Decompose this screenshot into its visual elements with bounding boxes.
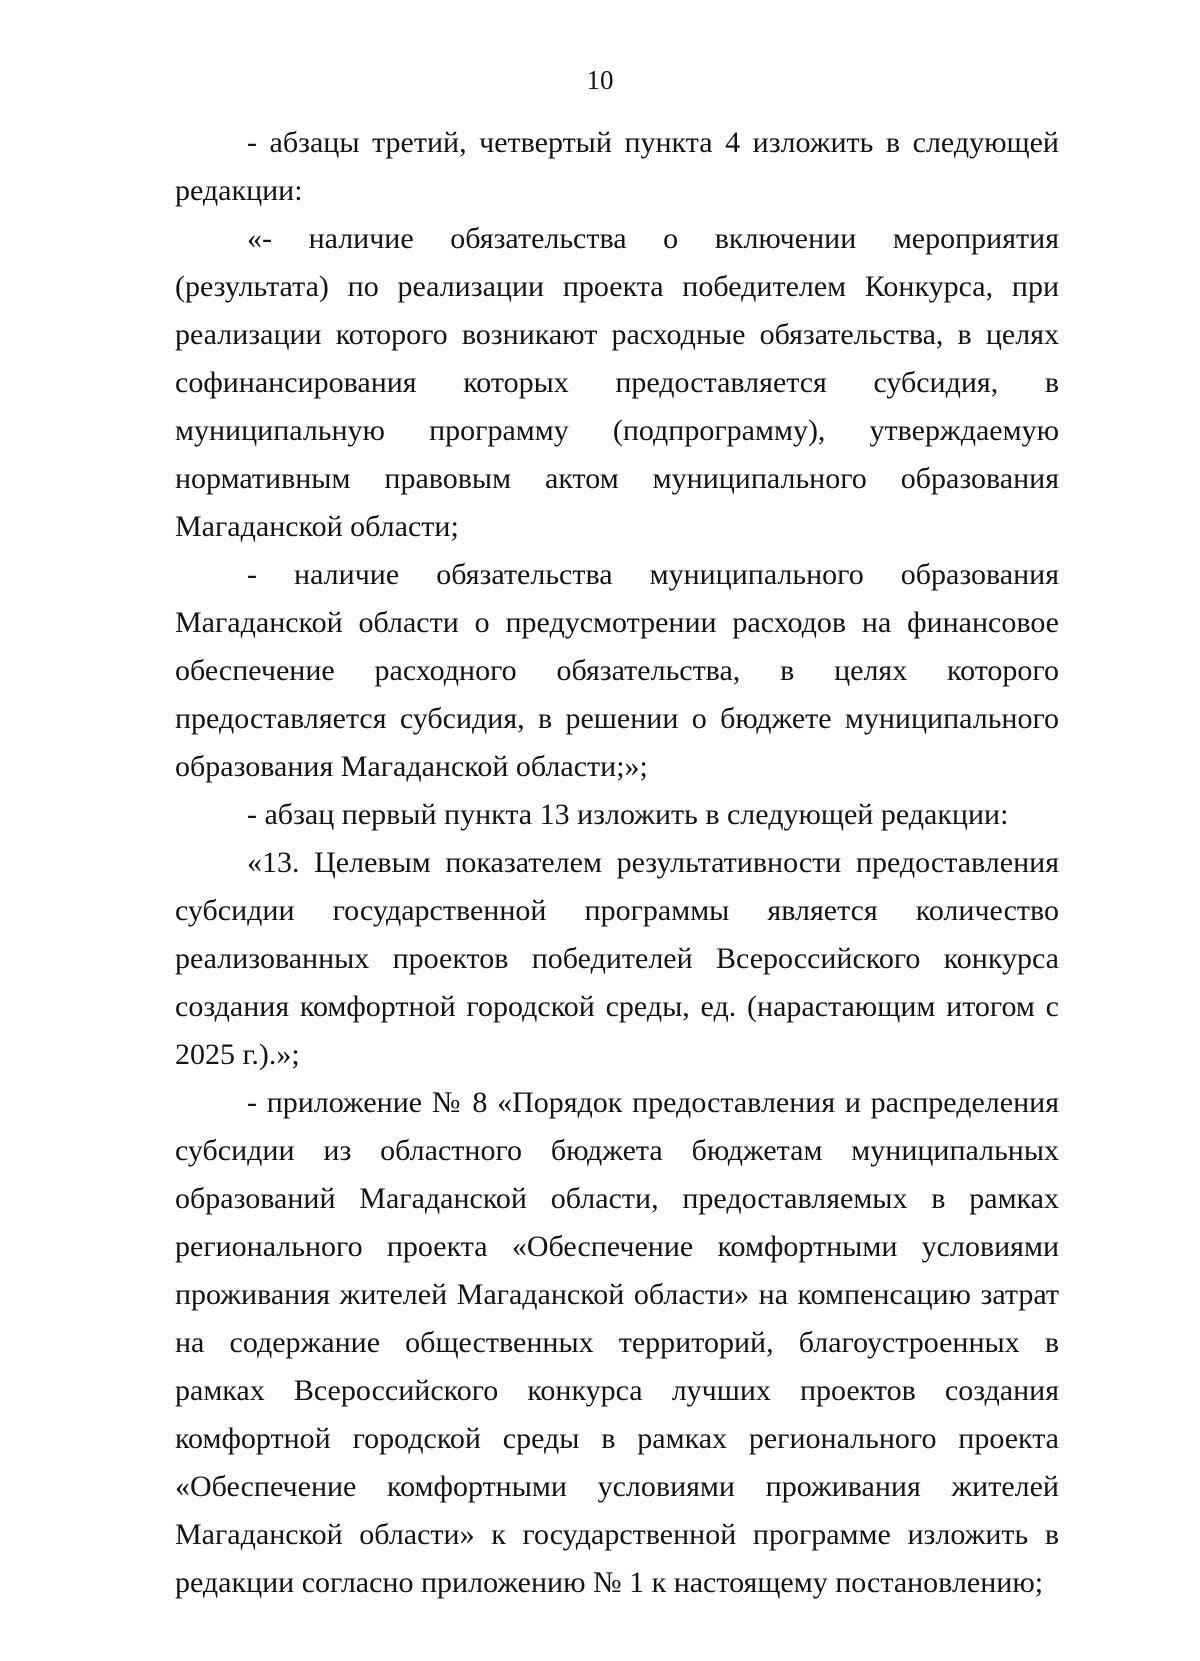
paragraph-obligation-budget: - наличие обязательства муниципального образования Магаданской области о предусмотрении расходов на финансовое обеспечение расходного обязательства, в целях которого предоставляется субсидия, в решении о бюджете муниципального образования Магаданской области;»; <box>175 558 1059 783</box>
page-number: 10 <box>586 65 614 95</box>
paragraph-obligation-program: «- наличие обязательства о включении мероприятия (результата) по реализации проекта победителем Конкурса, при реализации которого возникают расходные обязательства, в целях софинансирования которых предоставляется субсидия, в муниципальную программу (подпрограмму), утверждаемую нормативным правовым актом муниципального образования Магаданской области; <box>175 222 1059 543</box>
paragraph-target-indicator: «13. Целевым показателем результативности предоставления субсидии государственной программы является количество реализованных проектов победителей Всероссийского конкурса создания комфортной городской среды, ед. (нарастающим итогом с 2025 г.).»; <box>175 846 1059 1071</box>
paragraph-amend-point-13: - абзац первый пункта 13 изложить в следующей редакции: <box>247 798 1009 831</box>
paragraph-appendix-8: - приложение № 8 «Порядок предоставления и распределения субсидии из областного бюджета бюджетам муниципальных образований Магаданской области, предоставляемых в рамках регионального проекта «Обеспечение комфортными условиями проживания жителей Магаданской области» на компенсацию затрат на содержание общественных территорий, благоустроенных в рамках Всероссийского конкурса лучших проектов создания комфортной городской среды в рамках регионального проекта «Обеспечение комфортными условиями проживания жителей Магаданской области» к государственной программе изложить в редакции согласно приложению № 1 к настоящему постановлению; <box>175 1086 1059 1599</box>
paragraph-amend-point-4: - абзацы третий, четвертый пункта 4 изложить в следующей редакции: <box>175 126 1059 207</box>
document-body <box>175 119 1059 1607</box>
